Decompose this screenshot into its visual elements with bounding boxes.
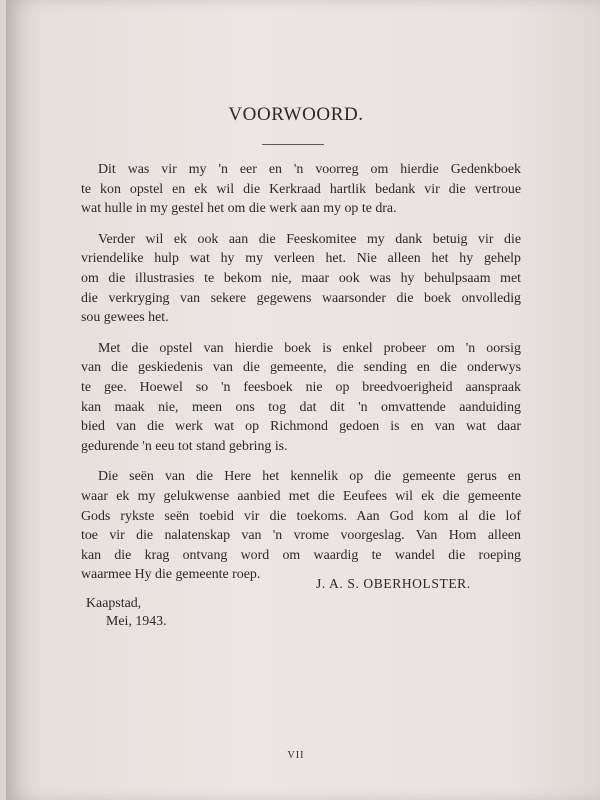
text-line: Dit was vir my 'n eer en 'n voorreg om hierdie Gedenkboek	[98, 162, 521, 177]
author-signature: J. A. S. OBERHOLSTER.	[316, 576, 471, 591]
text-line: Die seën van die Here het kennelik op die gemeente gerus en	[98, 469, 521, 485]
paragraph	[81, 230, 521, 328]
text-line: waarmee Hy die gemeente roep.	[81, 567, 261, 583]
text-line: sou gewees het.	[81, 310, 169, 326]
text-line: Met die opstel van hierdie boek is enkel probeer om 'n oorsig	[98, 340, 521, 356]
text-line: om die illustrasies te bekom nie, maar ook was hy behulpsaam met	[81, 270, 521, 286]
place-line: Kaapstad,	[86, 596, 142, 611]
heading-rule	[262, 144, 324, 145]
page-number: VII	[287, 750, 305, 761]
paragraph	[81, 467, 521, 585]
text-line: toe vir die nalatenskap van 'n vrome voorgeslag. Van Hom alleen	[81, 528, 521, 544]
text-line: gedurende 'n eeu tot stand gebring is.	[81, 438, 288, 454]
text-line: wat hulle in my gestel het om die werk aan my op te dra.	[81, 201, 397, 217]
text-line: waar ek my gelukwense aanbied met die Eeufees wil ek die gemeente	[81, 488, 521, 504]
paragraph	[81, 160, 521, 219]
text-line: kan maak nie, meen ons tog dat dit 'n omvattende aanduiding	[81, 399, 521, 415]
text-line: bied van die werk wat op Richmond gedoen is en van wat daar	[81, 419, 521, 435]
text-line: Gods rykste seën toebid vir die toekoms. Aan God kom al die lof	[81, 508, 521, 524]
text-line: van die geskiedenis van die gemeente, die sending en die onderwys	[81, 360, 521, 376]
date-line: Mei, 1943.	[106, 614, 167, 629]
paragraph	[81, 339, 521, 457]
text-line: die verkryging van sekere gegewens waarsonder die boek onvolledig	[81, 290, 521, 306]
text-line: Verder wil ek ook aan die Feeskomitee my dank betuig vir die	[98, 231, 521, 247]
preface-body	[81, 160, 521, 596]
book-page	[6, 0, 600, 800]
text-line: te gee. Hoewel so 'n feesboek nie op breedvoerigheid aanspraak	[81, 379, 521, 395]
text-line: te kon opstel en ek wil die Kerkraad hartlik bedank vir die vertroue	[81, 181, 521, 197]
text-line: vriendelike hulp wat hy my verleen het. Nie alleen het hy gehelp	[81, 251, 521, 267]
text-line: kan die krag ontvang word om waardig te wandel die roeping	[81, 547, 521, 563]
page-heading: VOORWOORD.	[228, 104, 364, 125]
